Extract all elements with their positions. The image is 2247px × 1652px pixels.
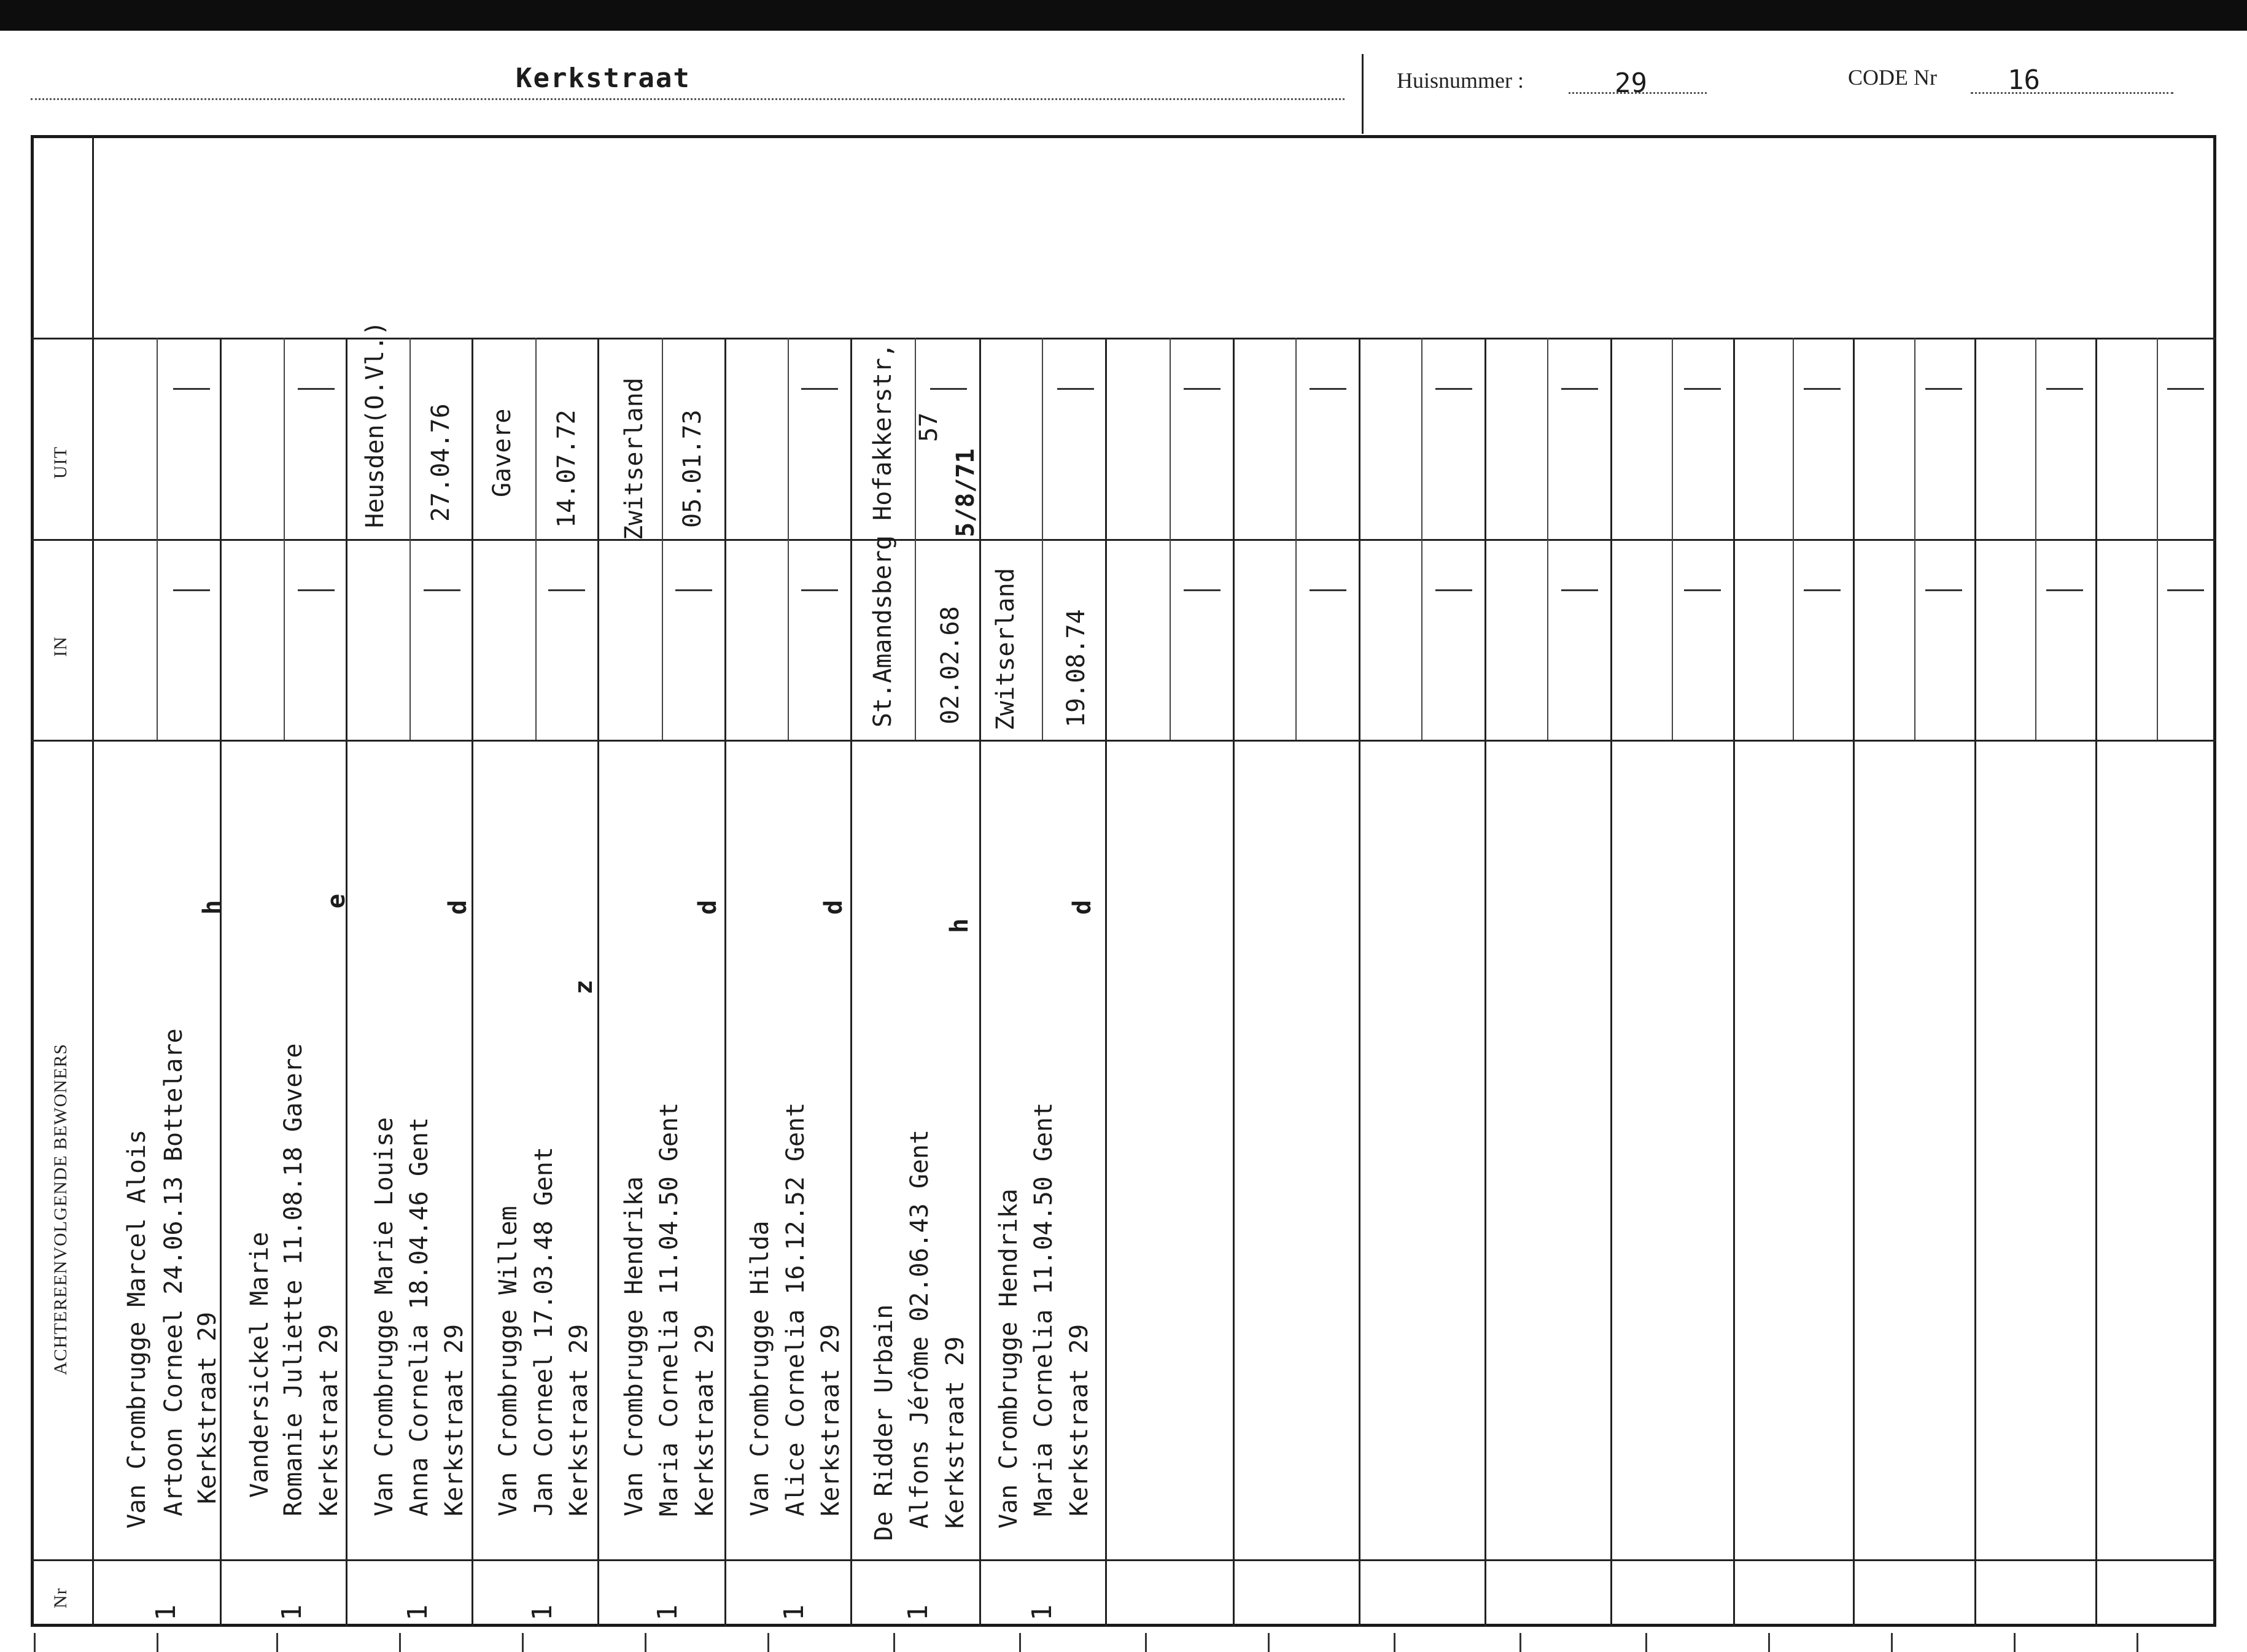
resident-address: Kerkstraat 29 (440, 1324, 468, 1516)
section-label-uit: UIT (50, 446, 71, 479)
in-date-dash (675, 589, 712, 591)
code-value: 16 (2008, 64, 2040, 96)
in-date-dash (298, 589, 335, 591)
resident-address: Kerkstraat 29 (691, 1324, 719, 1516)
resident-address: Kerkstraat 29 (193, 1311, 222, 1504)
line-uit-top (31, 338, 2216, 339)
resident-address: Kerkstraat 29 (1065, 1324, 1093, 1516)
resident-address: Kerkstraat 29 (941, 1336, 969, 1529)
code-label: CODE Nr (1848, 65, 1937, 90)
resident-code: h (945, 918, 974, 933)
uit-date-dash (1057, 388, 1094, 390)
uit-date-dash (930, 388, 967, 390)
resident-forenames-birth: Romanie Juliette 11.08.18 Gavere (279, 1043, 308, 1516)
uit-place: Zwitserland (620, 378, 648, 540)
register-form-frame (31, 135, 2216, 1627)
section-label-in: IN (50, 636, 71, 657)
uit-date: 14.07.72 (553, 409, 581, 528)
resident-forenames-birth: Alfons Jérôme 02.06.43 Gent (906, 1129, 934, 1529)
uit-date-dash (173, 388, 210, 390)
resident-nr: 1 (150, 1604, 182, 1621)
resident-code: d (820, 899, 848, 915)
resident-name: Van Crombrugge Marie Louise (370, 1117, 398, 1516)
line-bewoners-top (31, 740, 2216, 742)
scan-top-border (0, 0, 2247, 31)
line-in-top (31, 539, 2216, 541)
resident-address: Kerkstraat 29 (817, 1324, 845, 1516)
in-place: Zwitserland (992, 568, 1020, 731)
in-date-dash (801, 589, 838, 591)
uit-place: Gavere (488, 408, 516, 497)
resident-code: d (694, 899, 722, 915)
in-place: St.Amandsberg Hofakkerstr, (869, 343, 897, 727)
resident-forenames-birth: Maria Cornelia 11.04.50 Gent (655, 1102, 683, 1516)
header-separator (1362, 54, 1364, 134)
resident-nr: 1 (402, 1604, 433, 1621)
section-label-nr: Nr (50, 1588, 71, 1608)
code-dots (1971, 92, 2173, 94)
uit-date-dash (298, 388, 335, 390)
resident-code: e (322, 893, 351, 909)
in-place-continued: 57 (915, 412, 943, 442)
in-date-dash (173, 589, 210, 591)
resident-forenames-birth: Artoon Corneel 24.06.13 Bottelare (160, 1028, 188, 1516)
uit-place: Heusden(O.Vl.) (361, 320, 389, 528)
resident-name: Vandersickel Marie (246, 1231, 274, 1498)
resident-name: De Ridder Urbain (870, 1304, 898, 1541)
resident-code: d (444, 899, 472, 915)
uit-date: 5/8/71 (952, 448, 980, 537)
uit-date: 27.04.76 (427, 403, 455, 522)
section-label-bewoners: ACHTEREENVOLGENDE BEWONERS (50, 1043, 71, 1375)
resident-forenames-birth: Jan Corneel 17.03.48 Gent (530, 1146, 558, 1516)
resident-name: Van Crombrugge Hendrika (995, 1189, 1023, 1529)
resident-name: Van Crombrugge Hendrika (620, 1176, 648, 1516)
resident-nr: 1 (652, 1604, 683, 1621)
huisnummer-label: Huisnummer : (1397, 68, 1524, 93)
resident-nr: 1 (527, 1604, 558, 1621)
resident-forenames-birth: Alice Cornelia 16.12.52 Gent (782, 1102, 810, 1516)
resident-name: Van Crombrugge Willem (494, 1206, 522, 1516)
resident-code: d (1068, 899, 1096, 915)
line-nr-top (31, 1559, 2216, 1561)
in-date: 19.08.74 (1062, 609, 1090, 727)
in-date-dash (548, 589, 585, 591)
resident-name: Van Crombrugge Marcel Alois (123, 1129, 151, 1529)
resident-address: Kerkstraat 29 (565, 1324, 593, 1516)
resident-forenames-birth: Anna Cornelia 18.04.46 Gent (405, 1117, 433, 1516)
resident-code: z (570, 979, 598, 995)
resident-nr: 1 (276, 1604, 308, 1621)
label-column-divider (92, 135, 94, 1627)
street-name: Kerkstraat (516, 63, 691, 94)
resident-nr: 1 (778, 1604, 810, 1621)
uit-date-dash (801, 388, 838, 390)
huisnummer-value: 29 (1615, 68, 1647, 99)
resident-forenames-birth: Maria Cornelia 11.04.50 Gent (1030, 1102, 1058, 1516)
resident-nr: 1 (902, 1604, 934, 1621)
in-date: 02.02.68 (936, 606, 964, 724)
resident-address: Kerkstraat 29 (315, 1324, 343, 1516)
in-date-dash (424, 589, 460, 591)
resident-name: Van Crombrugge Hilda (746, 1220, 774, 1516)
street-field (31, 61, 1345, 100)
uit-date: 05.01.73 (678, 409, 707, 528)
resident-nr: 1 (1026, 1604, 1058, 1621)
resident-code: h (198, 899, 227, 915)
